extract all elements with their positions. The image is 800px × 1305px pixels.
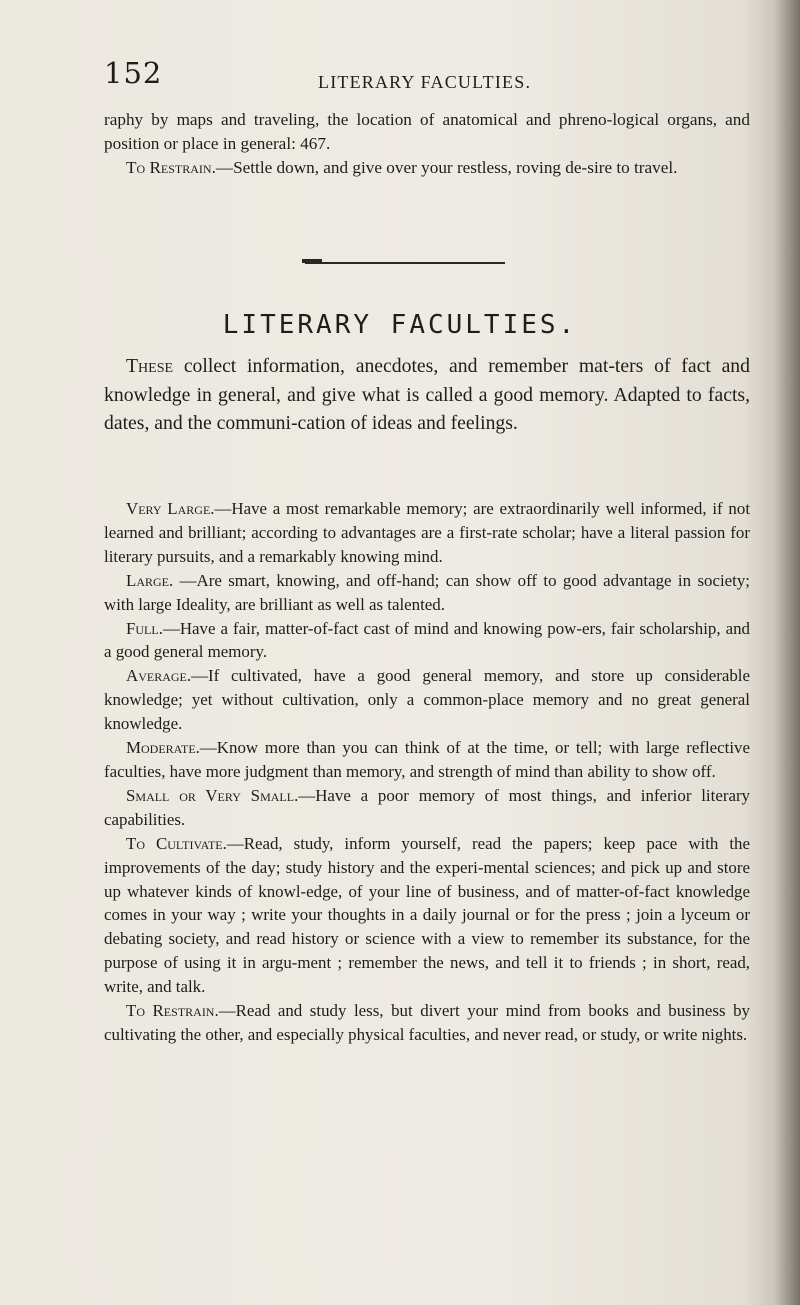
entry-body: —Are smart, knowing, and off-hand; can show off to good advantage in society; with large Ideality, are brilliant as well as talented. [104,570,750,614]
intro-paragraph [104,352,750,438]
intro-rest: collect information, anecdotes, and remember mat-ters of fact and knowledge in general, and give what is called a good memory. Adapted to facts, dates, and the communi-cation of ideas and feelings. [104,355,750,434]
entry-head: Small or Very Small. [126,785,299,805]
entry-to-cultivate [104,832,750,999]
faculty-entries [104,497,750,1047]
entry-head: Moderate. [126,738,200,758]
entry-body: —Have a fair, matter-of-fact cast of mind and knowing pow-ers, fair scholarship, and a good general memory. [104,618,750,662]
restrain-head: To Restrain. [126,158,216,177]
page-edge-shadow [774,0,800,1305]
page-number: 152 [104,56,163,90]
entry-head: Very Large. [126,499,215,518]
continued-paragraph: raphy by maps and traveling, the location of anatomical and phreno-logical organs, and position or place in general: 467. [104,110,750,153]
intro-text [104,352,750,438]
restrain-body: —Settle down, and give over your restless, roving de-sire to travel. [215,158,678,177]
entry-full [104,617,750,665]
entry-large [104,569,750,617]
section-title: LITERARY FACULTIES. [222,310,578,340]
entry-body: —Have a poor memory of most things, and inferior literary capabilities. [104,785,751,829]
entry-body: —Have a most remarkable memory; are extraordinarily well informed, if not learned and brilliant; according to advantages are a first-rate scholar; have a literal passion for literary pursuits, and a remarkably knowing mind. [104,499,751,566]
entry-to-restrain [104,999,750,1047]
divider-rule [305,262,505,264]
entry-head: Large. [126,570,174,590]
entry-body: —If cultivated, have a good general memory, and store up considerable knowledge; yet without cultivation, only a common-place memory and no great general knowledge. [104,666,750,734]
entry-moderate [104,736,750,784]
entry-head: Average. [126,666,192,686]
entry-small [104,784,750,832]
running-head: LITERARY FACULTIES. [318,72,532,92]
entry-body: —Read, study, inform yourself, read the papers; keep pace with the improvements of the day; study history and the experi-mental sciences; and pick up and store up whatever kinds of knowl-edge, of your line of business, and of matter-of-fact knowledge comes in your way ; write your thoughts in a daily journal or for the press ; join a lyceum or debating society, and read history or science with a view to remember its substance, for the purpose of using it in argu-ment ; remember the news, and tell it to friends ; in short, read, write, and talk. [104,833,750,997]
intro-first-word: These [126,355,174,377]
entry-very-large [104,497,750,569]
restrain-paragraph [104,156,750,180]
entry-head: Full. [126,618,163,638]
entry-body: —Read and study less, but divert your mind from books and business by cultivating the other, and especially physical faculties, and never read, or study, or write nights. [104,1001,750,1044]
entry-head: To Restrain. [126,1001,219,1021]
entry-average [104,664,750,736]
entry-body: —Know more than you can think of at the time, or tell; with large reflective faculties, have more judgment than memory, and strength of mind than ability to show off. [104,738,750,781]
entry-head: To Cultivate. [126,833,227,853]
continued-text [104,108,750,180]
